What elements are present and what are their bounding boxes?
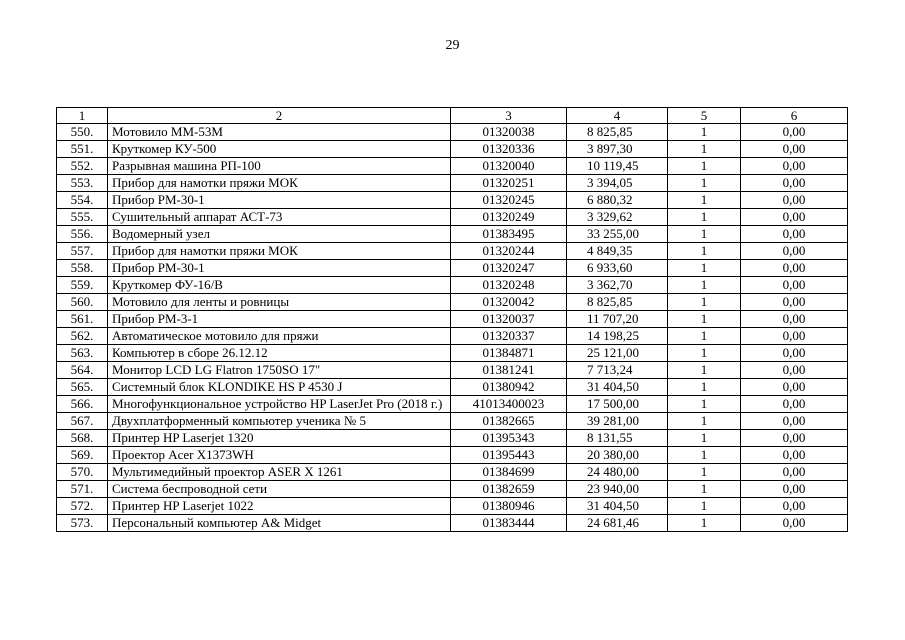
amount-cell: 20 380,00 — [567, 447, 668, 464]
quantity-cell: 1 — [668, 447, 741, 464]
item-name-cell: Проектор Acer X1373WH — [108, 447, 451, 464]
item-name-cell: Прибор для намотки пряжи МОК — [108, 175, 451, 192]
item-name-cell: Системный блок KLONDIKE HS P 4530 J — [108, 379, 451, 396]
amount-cell: 8 131,55 — [567, 430, 668, 447]
table-row — [57, 362, 848, 379]
item-name-cell: Мультимедийный проектор ASER X 1261 — [108, 464, 451, 481]
row-number-cell: 562. — [57, 328, 108, 345]
column-header: 4 — [567, 108, 668, 124]
inventory-code-cell: 01320336 — [451, 141, 567, 158]
item-name-cell: Мотовило ММ-53М — [108, 124, 451, 141]
inventory-code-cell: 01320245 — [451, 192, 567, 209]
item-name-cell: Разрывная машина РП-100 — [108, 158, 451, 175]
inventory-code-cell: 01395443 — [451, 447, 567, 464]
inventory-code-cell: 01381241 — [451, 362, 567, 379]
page-number: 29 — [445, 38, 460, 53]
residual-value-cell: 0,00 — [741, 311, 848, 328]
row-number-cell: 561. — [57, 311, 108, 328]
inventory-code-cell: 01384871 — [451, 345, 567, 362]
residual-value-cell: 0,00 — [741, 175, 848, 192]
inventory-code-cell: 01395343 — [451, 430, 567, 447]
row-number-cell: 567. — [57, 413, 108, 430]
inventory-code-cell: 01320249 — [451, 209, 567, 226]
table-header-row — [57, 108, 848, 124]
amount-cell: 31 404,50 — [567, 379, 668, 396]
table-row — [57, 515, 848, 532]
residual-value-cell: 0,00 — [741, 396, 848, 413]
amount-cell: 8 825,85 — [567, 294, 668, 311]
quantity-cell: 1 — [668, 141, 741, 158]
quantity-cell: 1 — [668, 413, 741, 430]
inventory-code-cell: 01320042 — [451, 294, 567, 311]
item-name-cell: Мотовило для ленты и ровницы — [108, 294, 451, 311]
inventory-code-cell: 01383444 — [451, 515, 567, 532]
amount-cell: 14 198,25 — [567, 328, 668, 345]
residual-value-cell: 0,00 — [741, 192, 848, 209]
residual-value-cell: 0,00 — [741, 345, 848, 362]
inventory-code-cell: 01380946 — [451, 498, 567, 515]
row-number-cell: 553. — [57, 175, 108, 192]
quantity-cell: 1 — [668, 379, 741, 396]
quantity-cell: 1 — [668, 209, 741, 226]
inventory-code-cell: 01320337 — [451, 328, 567, 345]
row-number-cell: 568. — [57, 430, 108, 447]
residual-value-cell: 0,00 — [741, 430, 848, 447]
table-row — [57, 243, 848, 260]
table-row — [57, 124, 848, 141]
residual-value-cell: 0,00 — [741, 124, 848, 141]
table-row — [57, 209, 848, 226]
quantity-cell: 1 — [668, 481, 741, 498]
row-number-cell: 554. — [57, 192, 108, 209]
item-name-cell: Двухплатформенный компьютер ученика № 5 — [108, 413, 451, 430]
amount-cell: 25 121,00 — [567, 345, 668, 362]
quantity-cell: 1 — [668, 158, 741, 175]
inventory-code-cell: 01380942 — [451, 379, 567, 396]
quantity-cell: 1 — [668, 294, 741, 311]
item-name-cell: Круткомер КУ-500 — [108, 141, 451, 158]
item-name-cell: Автоматическое мотовило для пряжи — [108, 328, 451, 345]
amount-cell: 11 707,20 — [567, 311, 668, 328]
column-header: 2 — [108, 108, 451, 124]
amount-cell: 8 825,85 — [567, 124, 668, 141]
row-number-cell: 560. — [57, 294, 108, 311]
quantity-cell: 1 — [668, 345, 741, 362]
table-row — [57, 226, 848, 243]
table-row — [57, 413, 848, 430]
amount-cell: 3 362,70 — [567, 277, 668, 294]
amount-cell: 33 255,00 — [567, 226, 668, 243]
table-row — [57, 464, 848, 481]
table-row — [57, 498, 848, 515]
table-row — [57, 311, 848, 328]
item-name-cell: Принтер HP Laserjet 1320 — [108, 430, 451, 447]
row-number-cell: 570. — [57, 464, 108, 481]
quantity-cell: 1 — [668, 226, 741, 243]
item-name-cell: Принтер HP Laserjet 1022 — [108, 498, 451, 515]
residual-value-cell: 0,00 — [741, 413, 848, 430]
residual-value-cell: 0,00 — [741, 464, 848, 481]
column-header: 6 — [741, 108, 848, 124]
table-row — [57, 192, 848, 209]
residual-value-cell: 0,00 — [741, 277, 848, 294]
item-name-cell: Монитор LCD LG Flatron 1750SO 17" — [108, 362, 451, 379]
quantity-cell: 1 — [668, 277, 741, 294]
inventory-code-cell: 41013400023 — [451, 396, 567, 413]
quantity-cell: 1 — [668, 464, 741, 481]
row-number-cell: 556. — [57, 226, 108, 243]
residual-value-cell: 0,00 — [741, 498, 848, 515]
row-number-cell: 550. — [57, 124, 108, 141]
quantity-cell: 1 — [668, 498, 741, 515]
column-header: 1 — [57, 108, 108, 124]
table-row — [57, 141, 848, 158]
row-number-cell: 559. — [57, 277, 108, 294]
inventory-code-cell: 01383495 — [451, 226, 567, 243]
table-row — [57, 158, 848, 175]
quantity-cell: 1 — [668, 515, 741, 532]
quantity-cell: 1 — [668, 243, 741, 260]
item-name-cell: Многофункциональное устройство HP LaserJet Pro (2018 г.) — [108, 396, 451, 413]
item-name-cell: Сушительный аппарат АСТ-73 — [108, 209, 451, 226]
quantity-cell: 1 — [668, 430, 741, 447]
item-name-cell: Прибор РМ-30-1 — [108, 260, 451, 277]
amount-cell: 10 119,45 — [567, 158, 668, 175]
quantity-cell: 1 — [668, 328, 741, 345]
item-name-cell: Персональный компьютер A& Midget — [108, 515, 451, 532]
amount-cell: 4 849,35 — [567, 243, 668, 260]
item-name-cell: Прибор РМ-3-1 — [108, 311, 451, 328]
row-number-cell: 564. — [57, 362, 108, 379]
residual-value-cell: 0,00 — [741, 158, 848, 175]
amount-cell: 23 940,00 — [567, 481, 668, 498]
residual-value-cell: 0,00 — [741, 481, 848, 498]
item-name-cell: Компьютер в сборе 26.12.12 — [108, 345, 451, 362]
row-number-cell: 558. — [57, 260, 108, 277]
residual-value-cell: 0,00 — [741, 209, 848, 226]
amount-cell: 31 404,50 — [567, 498, 668, 515]
quantity-cell: 1 — [668, 311, 741, 328]
amount-cell: 17 500,00 — [567, 396, 668, 413]
amount-cell: 6 933,60 — [567, 260, 668, 277]
inventory-code-cell: 01320244 — [451, 243, 567, 260]
amount-cell: 6 880,32 — [567, 192, 668, 209]
quantity-cell: 1 — [668, 362, 741, 379]
inventory-code-cell: 01320251 — [451, 175, 567, 192]
inventory-code-cell: 01382659 — [451, 481, 567, 498]
row-number-cell: 573. — [57, 515, 108, 532]
inventory-code-cell: 01320040 — [451, 158, 567, 175]
amount-cell: 39 281,00 — [567, 413, 668, 430]
amount-cell: 24 681,46 — [567, 515, 668, 532]
residual-value-cell: 0,00 — [741, 294, 848, 311]
table-body — [57, 124, 848, 532]
residual-value-cell: 0,00 — [741, 226, 848, 243]
item-name-cell: Круткомер ФУ-16/В — [108, 277, 451, 294]
residual-value-cell: 0,00 — [741, 515, 848, 532]
table-row — [57, 175, 848, 192]
table-row — [57, 430, 848, 447]
row-number-cell: 552. — [57, 158, 108, 175]
item-name-cell: Прибор РМ-30-1 — [108, 192, 451, 209]
column-header: 5 — [668, 108, 741, 124]
table-row — [57, 328, 848, 345]
row-number-cell: 555. — [57, 209, 108, 226]
inventory-code-cell: 01320248 — [451, 277, 567, 294]
row-number-cell: 569. — [57, 447, 108, 464]
row-number-cell: 571. — [57, 481, 108, 498]
residual-value-cell: 0,00 — [741, 141, 848, 158]
table-row — [57, 345, 848, 362]
inventory-code-cell: 01384699 — [451, 464, 567, 481]
residual-value-cell: 0,00 — [741, 243, 848, 260]
item-name-cell: Прибор для намотки пряжи МОК — [108, 243, 451, 260]
row-number-cell: 557. — [57, 243, 108, 260]
table-row — [57, 379, 848, 396]
item-name-cell: Водомерный узел — [108, 226, 451, 243]
quantity-cell: 1 — [668, 396, 741, 413]
table-row — [57, 260, 848, 277]
residual-value-cell: 0,00 — [741, 447, 848, 464]
amount-cell: 3 394,05 — [567, 175, 668, 192]
table-row — [57, 294, 848, 311]
inventory-table — [56, 107, 848, 532]
table-row — [57, 277, 848, 294]
item-name-cell: Система беспроводной сети — [108, 481, 451, 498]
quantity-cell: 1 — [668, 192, 741, 209]
residual-value-cell: 0,00 — [741, 362, 848, 379]
inventory-code-cell: 01382665 — [451, 413, 567, 430]
inventory-code-cell: 01320037 — [451, 311, 567, 328]
quantity-cell: 1 — [668, 175, 741, 192]
row-number-cell: 563. — [57, 345, 108, 362]
amount-cell: 24 480,00 — [567, 464, 668, 481]
residual-value-cell: 0,00 — [741, 328, 848, 345]
column-header: 3 — [451, 108, 567, 124]
table-row — [57, 396, 848, 413]
table-row — [57, 447, 848, 464]
amount-cell: 7 713,24 — [567, 362, 668, 379]
row-number-cell: 566. — [57, 396, 108, 413]
row-number-cell: 551. — [57, 141, 108, 158]
row-number-cell: 565. — [57, 379, 108, 396]
residual-value-cell: 0,00 — [741, 379, 848, 396]
residual-value-cell: 0,00 — [741, 260, 848, 277]
quantity-cell: 1 — [668, 124, 741, 141]
inventory-code-cell: 01320247 — [451, 260, 567, 277]
row-number-cell: 572. — [57, 498, 108, 515]
amount-cell: 3 329,62 — [567, 209, 668, 226]
quantity-cell: 1 — [668, 260, 741, 277]
inventory-code-cell: 01320038 — [451, 124, 567, 141]
amount-cell: 3 897,30 — [567, 141, 668, 158]
table-row — [57, 481, 848, 498]
